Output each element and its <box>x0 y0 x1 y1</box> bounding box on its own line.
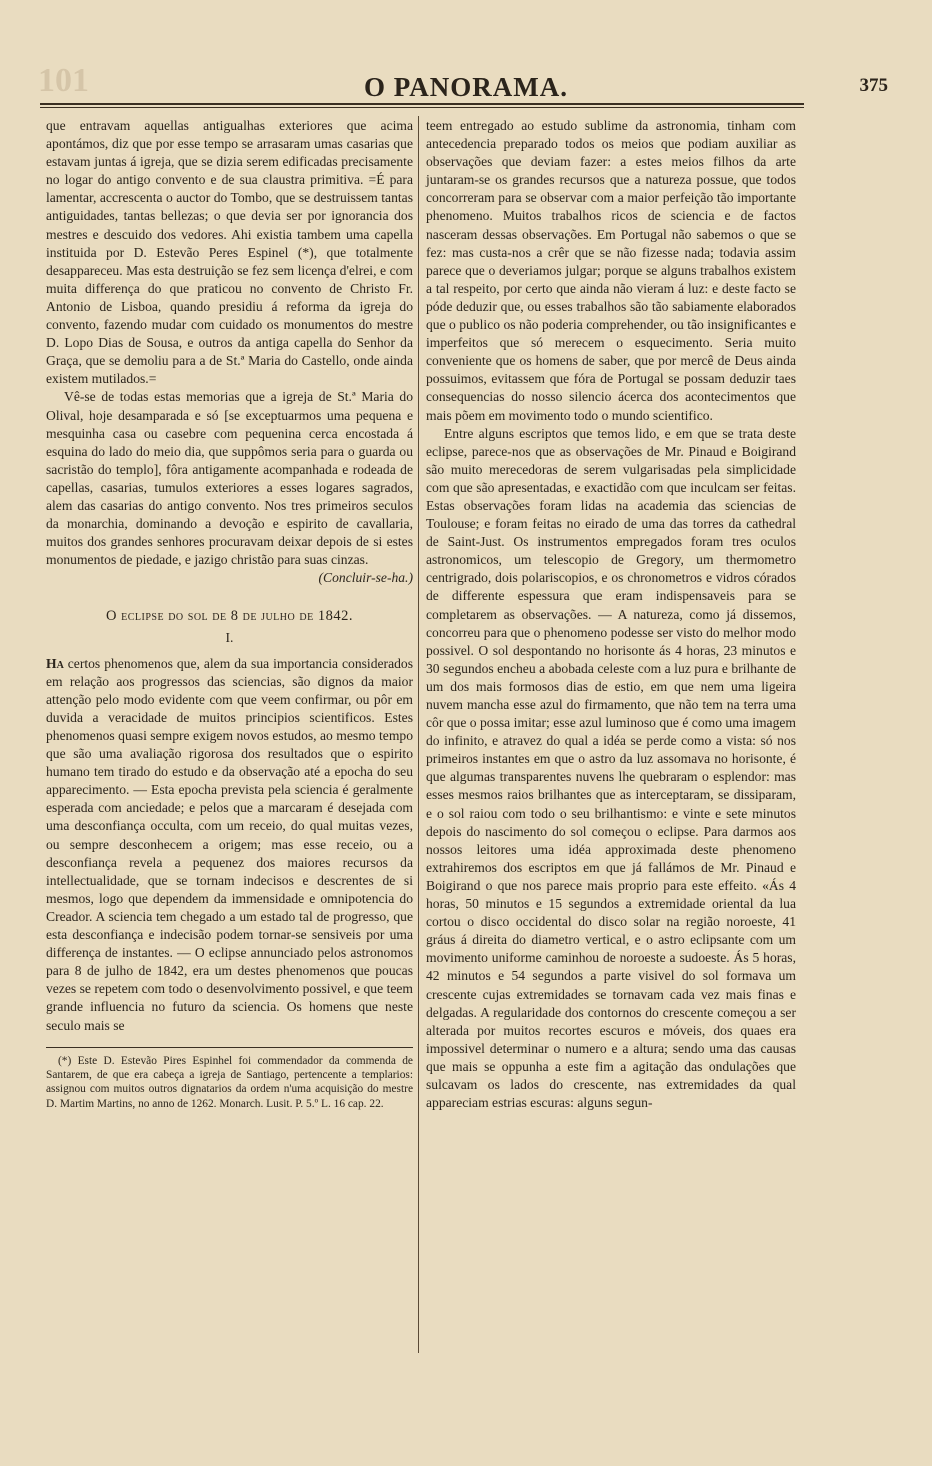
footnote <box>46 1054 413 1112</box>
paragraph: Vê-se de todas estas memorias que a igreja de St.ª Maria do Olival, hoje desamparada e só [se exceptuarmos uma pequena e mesquinha casa ou casebre com pequenina cerca encostada á esquina do lado do meio dia, que suppômos seria para o guarda ou sacristão do templo], fôra antigamente acompanhada e rodeada de capellas, casarias, tumulos exteriores a esses logares sagrados, alem das casarias do antigo convento. Nos tres primeiros seculos da monarchia, dominando a devoção e espirito de cavallaria, muitos dos grandes senhores procuravam deixar depois de si estes monumentos de piedade, e jazigo christão para suas cinzas. <box>46 389 413 568</box>
masthead-title: O PANORAMA. <box>364 72 568 102</box>
article-heading: O eclipse do sol de 8 de julho de 1842. <box>106 608 353 625</box>
footnote-text: (*) Este D. Estevão Pires Espinhel foi commendador da commenda de Santarem, de que era cabeça a igreja de Santiago, pertencente a templarios: assignou com muitos outros dignatarios da ordem n'uma acquisição do mestre D. Martim Martins, no anno de 1262. Monarch. Lusit. P. 5.º L. 16 cap. 22. <box>46 1054 413 1110</box>
paragraph: Entre alguns escriptos que temos lido, e em que se trata deste eclipse, parece-nos que as observações de Mr. Pinaud e Boigirand são muito merecedoras de serem vulgarisadas pela simplicidade com que são apresentadas, e exactidão com que inculcam ser feitas. Estas observações foram lidas na academia das sciencias de Toulouse; e foram feitas no eirado de uma das torres da cathedral de Saint-Just. Os instrumentos empregados foram tres oculos astronomicos, um telescopio de Gregory, um thermometro centrigrado, dois polariscopios, e os chronometros e vidros córados de differente espessura que eram indispensaveis para se completarem as observações. — A natureza, como já dissemos, concorreu para que o phenomeno podesse ser visto do melhor modo possivel. O sol despontando no horisonte ás 4 horas, 23 minutos e 30 segundos encheu a abobada celeste com a luz pura e brilhante de um dos mais formosos dias de estio, em que nem uma ligeira nuvem mancha esse azul do firmamento, que não tem na terra uma côr que o possa imitar; esse azul luminoso que é como uma imagem do infinito, e atravez do qual a idéa se perde como a vista: só nos primeiros instantes em que o astro da luz assomava no horisonte, é que algumas transparentes nuvens lhe quebraram o esplendor: mas esses mesmos raios brilhantes que as interceptaram, se dissiparam, e o sol raiou com todo o seu brilhantismo: e vinte e sete minutos depois do nascimento do sol começou o eclipse. Para darmos aos nossos leitores uma idéa approximada deste phenomeno extrahiremos dos escriptos em que já fallámos de Mr. Pinaud e Boigirand o que nos parece mais proprio para este effeito. «Ás 4 horas, 50 minutos e 15 segundos a extremidade oriental da lua cortou o disco occidental do disco solar na região noroeste, 41 gráus á direita do diametro vertical, e o astro eclipsante com um movimento uniforme caminhou de noroeste a sudoeste. Ás 5 horas, 42 minutos e 54 segundos a parte visivel do sol formava um crescente cujas extremidades se tornavam cada vez mais finas e delgadas. A regularidade dos contornos do crescente começou a ser alterada por muitos recortes escuros e móveis, dos quaes era impossivel determinar o numero e a altura; sendo uma das causas que mais se oppunha a este fim a agitação das ondulações que sulcavam os lados do crescente, nas extremidades da qual appareciam estrias escuras: alguns segun- <box>426 425 796 1111</box>
footnote-rule <box>46 1047 413 1048</box>
paragraph: que entravam aquellas antigualhas exteriores que acima apontámos, diz que por esse tempo se arrasaram umas casarias que estavam juntas á igreja, que se dizia serem edificadas precisamente no logar do antigo convento e de sua claustra primitiva. =É para lamentar, accrescenta o auctor do Tombo, que se destruissem tantas antiguidades, tantas bellezas; o que devia ser por ignorancia dos mestres e descuido dos vedores. Ahi existia tambem uma capella instituida por D. Estevão Peres Espinel (*), que totalmente desappareceu. Mas esta destruição se fez sem licença d'elrei, e com muita differença do que praticou no convento de Christo Fr. Antonio de Lisboa, quando presidiu á reforma da igreja do convento, fazendo mudar com cuidado os monumentos do mestre D. Lopo Dias de Sousa, e outros da antiga capella do Senhor da Graça, que se demoliu para a de St.ª Maria do Castello, onde ainda existem mutilados.= <box>46 118 413 387</box>
article-text: certos phenomenos que, alem da sua importancia considerados em relação aos progressos das sciencias, são dignos da maior attenção pelo modo evidente com que veem confirmar, ou pôr em duvida a veracidade de muitos principios scientificos. Estes phenomenos quasi sempre exigem novos estudos, ao mesmo tempo que são uma avaliação rigorosa dos resultados que o espirito humano tem tirado do estudo e da observação até a epocha do seu apparecimento. — Esta epocha prevista pela sciencia é geralmente esperada com anciedade; e pelos que a marcaram é desejada com uma desconfiança occulta, com um receio, do qual muitas vezes, ou sempre desconhecem a origem; mas esse receio, ou a desconfiança revela a pequenez dos maiores recursos da intellectualidade, que se tornam indecisos e descrentes de si mesmos, logo que dependem da immensidade e omnipotencia do Creador. A sciencia tem chegado a um estado tal de progresso, que esta desconfiança e indecisão podem tornar-se sensiveis por uma differença de instantes. — O eclipse annunciado pelos astronomos para 8 de julho de 1842, era um destes phenomenos que poucas vezes se repetem com todo o desenvolvimento possivel, e que teem grande influencia no futuro da sciencia. Os homens que neste seculo mais se <box>46 655 413 1033</box>
bleed-through-mark: 101 <box>38 62 89 99</box>
to-be-continued-note: (Concluir-se-ha.) <box>318 570 413 586</box>
left-column <box>46 117 413 1111</box>
drop-cap: Ha <box>46 655 64 671</box>
page-header <box>40 64 892 104</box>
header-rule <box>40 103 804 105</box>
article-paragraph <box>46 655 413 1035</box>
right-column <box>426 117 796 1112</box>
header-rule-thin <box>40 107 804 108</box>
column-divider <box>418 116 419 1353</box>
paragraph: teem entregado ao estudo sublime da astronomia, tinham com antecedencia preparado todos os meios que podiam auxiliar as observações que deviam fazer: a estes meios filhos da arte juntaram-se os grandes recursos que a natureza possue, que todos concorreram para se observar com a maior perfeição tão importante phenomeno. Muitos trabalhos ricos de sciencia e de factos nasceram dessas observações. Em Portugal não sabemos o que se fez: mas custa-nos a crêr que se não fizesse nada; todavia assim parece que o deveriamos julgar; porque se alguns trabalhos existem a tal respeito, por certo que ainda não vieram á luz: e deste facto se póde deduzir que, ou esses trabalhos são tão sabiamente elaborados que o publico os não poderia comprehender, ou tão insignificantes e imperfeitos que só merecem o esquecimento. Seria muito conveniente que os homens de saber, que por mercê de Deus ainda possuimos, evitassem que fóra de Portugal se possam deduzir taes consequencias do nosso silencio ácerca dos acontecimentos que mais põem em movimento todo o mundo scientifico. <box>426 118 796 423</box>
section-numeral: I. <box>225 629 234 645</box>
page-number: 375 <box>859 75 888 96</box>
